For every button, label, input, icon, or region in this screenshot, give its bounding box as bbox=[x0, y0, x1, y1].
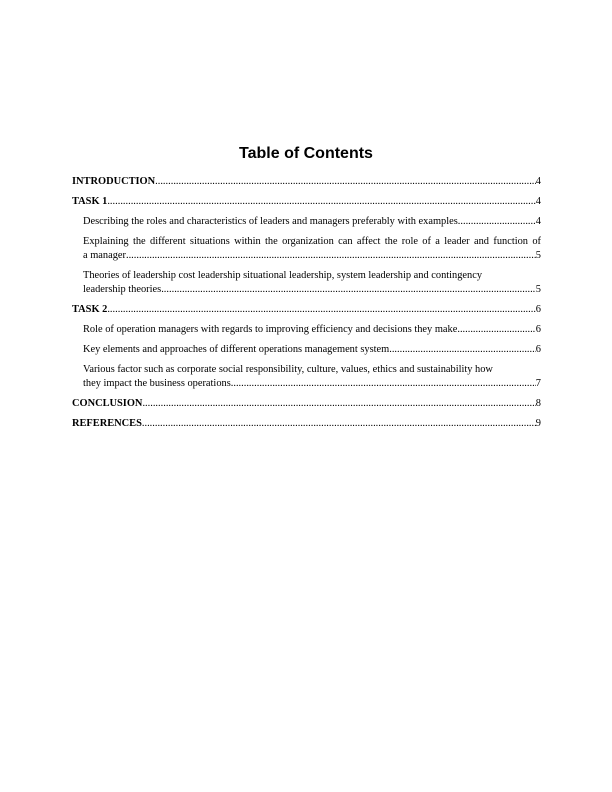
toc-entry-label: Key elements and approaches of different operations management system bbox=[83, 344, 390, 355]
toc-entry-label: Role of operation managers with regards to improving efficiency and decisions they make bbox=[83, 324, 458, 335]
toc-entry-roles-characteristics[interactable] bbox=[72, 215, 541, 229]
toc-entry-conclusion[interactable] bbox=[72, 397, 541, 411]
toc-entry-label-line2: leadership theories bbox=[83, 284, 162, 295]
toc-dot-leader bbox=[389, 343, 536, 357]
toc-dot-leader bbox=[107, 303, 535, 317]
toc-entry-introduction[interactable] bbox=[72, 175, 541, 189]
toc-entry-key-elements[interactable] bbox=[72, 343, 541, 357]
toc-entry-different-situations[interactable] bbox=[72, 235, 541, 263]
toc-entry-label: REFERENCES bbox=[72, 418, 142, 429]
toc-entry-label-line2: they impact the business operations bbox=[83, 378, 231, 389]
toc-entry-label-line1: Various factor such as corporate social responsibility, culture, values, ethics and sustainability how bbox=[83, 364, 493, 375]
toc-entry-label: INTRODUCTION bbox=[72, 176, 156, 187]
toc-page-number: 4 bbox=[535, 196, 541, 207]
toc-page-number: 9 bbox=[535, 418, 541, 429]
toc-entry-label-line1: Explaining the different situations within the organization can affect the role of a leader and function of bbox=[83, 236, 541, 247]
toc-entry-label: Describing the roles and characteristics of leaders and managers preferably with examples bbox=[83, 216, 458, 227]
toc-page-number: 6 bbox=[535, 324, 541, 335]
toc-entry-label: TASK 2 bbox=[72, 304, 108, 315]
toc-entry-references[interactable] bbox=[72, 417, 541, 431]
toc-entry-task-2[interactable] bbox=[72, 303, 541, 317]
toc-dot-leader bbox=[107, 195, 535, 209]
toc-entry-operation-managers[interactable] bbox=[72, 323, 541, 337]
toc-dot-leader bbox=[231, 377, 536, 391]
toc-dot-leader bbox=[161, 283, 536, 297]
toc-dot-leader bbox=[458, 215, 536, 229]
toc-dot-leader bbox=[457, 323, 535, 337]
toc-page-number: 4 bbox=[535, 176, 541, 187]
toc-entry-label-line1: Theories of leadership cost leadership situational leadership, system leadership and contingency bbox=[83, 270, 483, 281]
toc-page-number: 6 bbox=[535, 304, 541, 315]
toc-dot-leader bbox=[155, 175, 536, 189]
table-of-contents bbox=[72, 175, 541, 437]
toc-entry-various-factors[interactable] bbox=[72, 363, 541, 391]
toc-page-number: 6 bbox=[535, 344, 541, 355]
toc-page-number: 8 bbox=[535, 398, 541, 409]
toc-page-number: 5 bbox=[535, 284, 541, 295]
toc-dot-leader bbox=[126, 249, 536, 263]
toc-page-number: 5 bbox=[535, 250, 541, 261]
toc-page-number: 7 bbox=[535, 378, 541, 389]
toc-entry-label: TASK 1 bbox=[72, 196, 108, 207]
toc-entry-label-line2: a manager bbox=[83, 250, 126, 261]
toc-dot-leader bbox=[142, 417, 536, 431]
toc-entry-label: CONCLUSION bbox=[72, 398, 143, 409]
toc-page-number: 4 bbox=[535, 216, 541, 227]
toc-title: Table of Contents bbox=[239, 145, 373, 162]
toc-entry-leadership-theories[interactable] bbox=[72, 269, 541, 297]
toc-entry-task-1[interactable] bbox=[72, 195, 541, 209]
toc-dot-leader bbox=[142, 397, 535, 411]
